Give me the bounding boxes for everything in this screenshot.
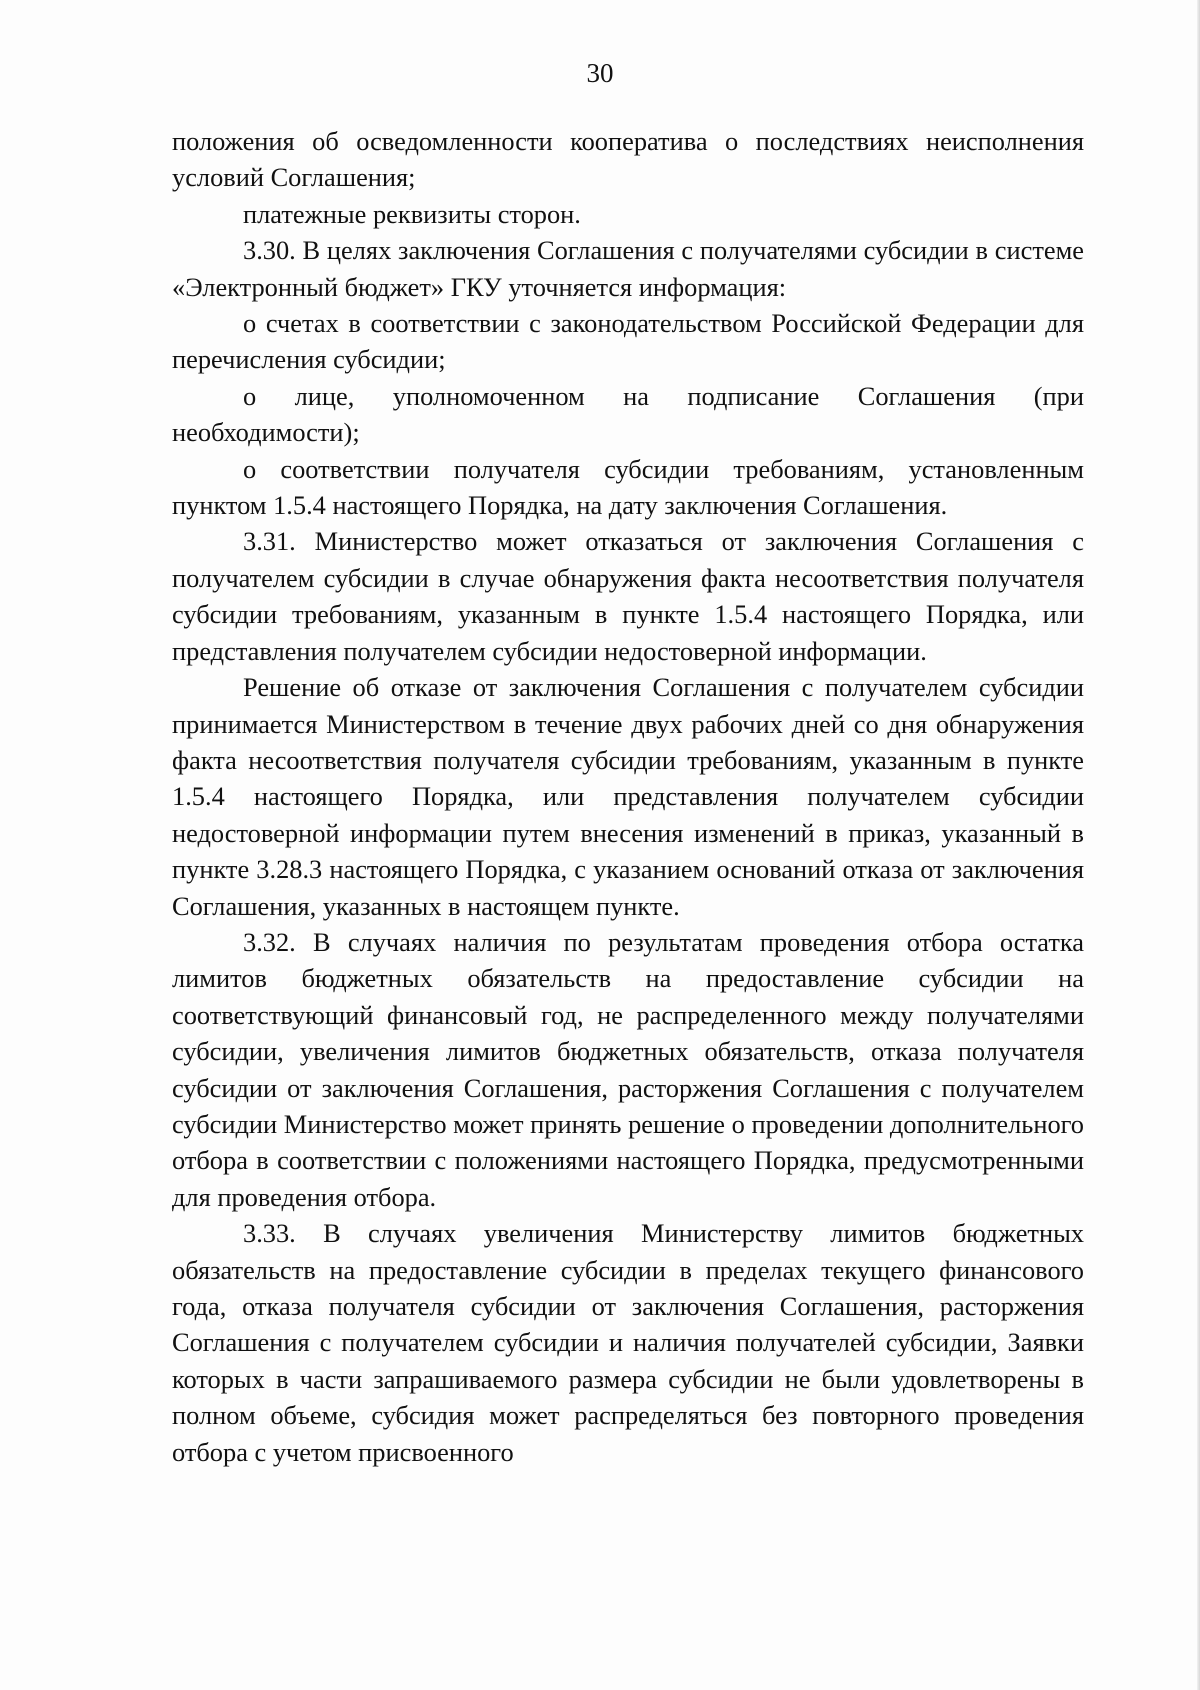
paragraph: о соответствии получателя субсидии требованиям, установленным пунктом 1.5.4 настоящего Порядка, на дату заключения Соглашения. <box>172 453 1084 521</box>
paragraph-continuation: положения об осведомленности кооператива о последствиях неисполнения условий Соглашения; <box>172 126 1084 193</box>
page-number: 30 <box>586 58 614 88</box>
paragraph-clause-3-31: 3.31. Министерство может отказаться от заключения Соглашения с получателем субсидии в случае обнаружения факта несоответствия получателя субсидии требованиям, указанным в пункте 1.5.4 настоящего Порядка, или представления получателем субсидии недостоверной информации. <box>172 526 1084 666</box>
paragraph-clause-3-33: 3.33. В случаях увеличения Министерству лимитов бюджетных обязательств на предоставление субсидии в пределах текущего финансового года, отказа получателя субсидии от заключения Соглашения, расторжения Соглашения с получателем субсидии и наличия получателей субсидии, Заявки которых в части запрашиваемого размера субсидии не были удовлетворены в полном объеме, субсидия может распределяться без повторного проведения отбора с учетом присвоенного <box>172 1218 1084 1467</box>
paragraph: платежные реквизиты сторон. <box>243 198 581 229</box>
paragraph: о счетах в соответствии с законодательством Российской Федерации для перечисления субсидии; <box>172 308 1084 375</box>
paragraph: Решение об отказе от заключения Соглашения с получателем субсидии принимается Министерством в течение двух рабочих дней со дня обнаружения факта несоответствия получателя субсидии требованиям, указанным в пункте 1.5.4 настоящего Порядка, или представления получателем субсидии недостоверной информации путем внесения изменений в приказ, указанный в пункте 3.28.3 настоящего Порядка, с указанием оснований отказа от заключения Соглашения, указанных в настоящем пункте. <box>172 672 1084 921</box>
paragraph: о лице, уполномоченном на подписание Соглашения (при необходимости); <box>172 380 1084 448</box>
paragraph-clause-3-32: 3.32. В случаях наличия по результатам проведения отбора остатка лимитов бюджетных обязательств на предоставление субсидии на соответствующий финансовый год, не распределенного между получателями субсидии, увеличения лимитов бюджетных обязательств, отказа получателя субсидии от заключения Соглашения, расторжения Соглашения с получателем субсидии Министерство может принять решение о проведении дополнительного отбора в соответствии с положениями настоящего Порядка, предусмотренными для проведения отбора. <box>172 926 1084 1212</box>
document-body <box>172 123 1084 1470</box>
paragraph-clause-3-30: 3.30. В целях заключения Соглашения с получателями субсидии в системе «Электронный бюджет» ГКУ уточняется информация: <box>172 235 1084 302</box>
